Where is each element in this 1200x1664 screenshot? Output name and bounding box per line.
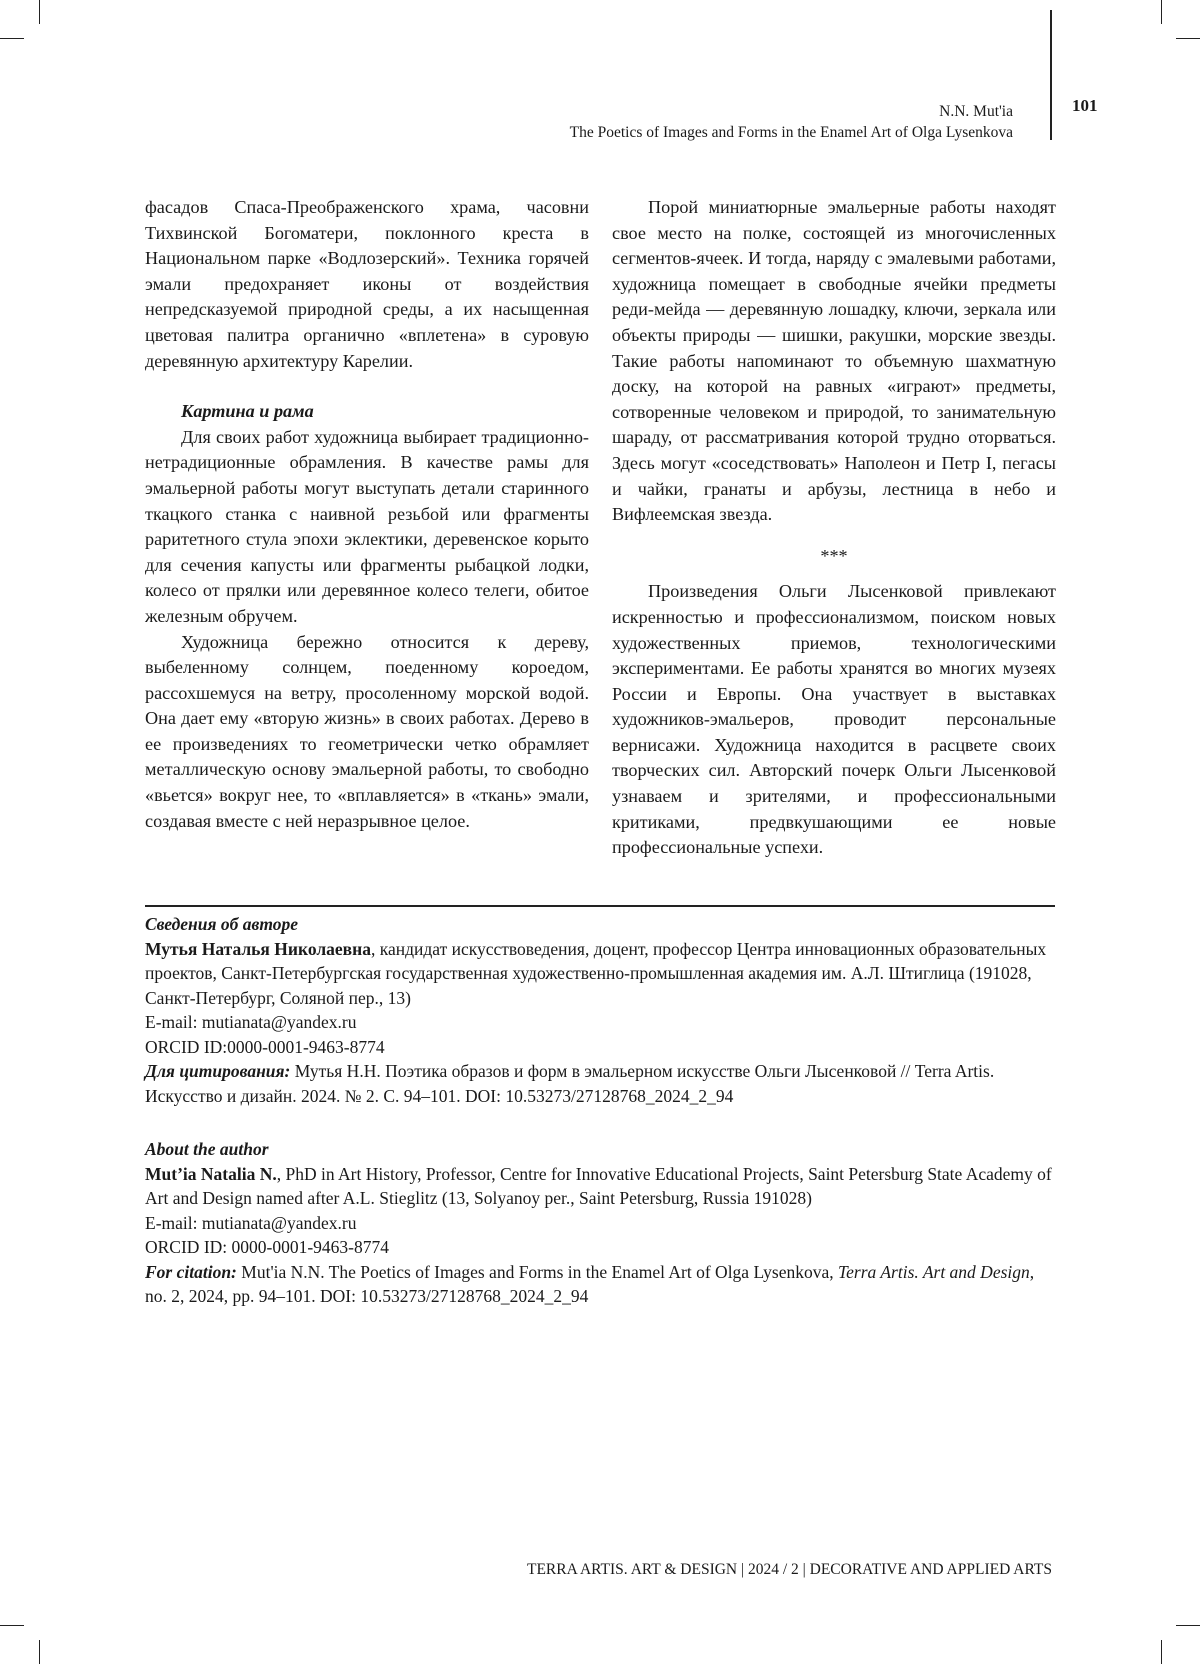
- author-affiliation: , PhD in Art History, Professor, Centre for Innovative Educational Projects, Saint Petersburg State Academy of Art and Design named after A.L. Stieglitz (13, Solyanoy per., Saint Petersburg, Russia 191028): [145, 1163, 1052, 1208]
- author-info-heading: Сведения об авторе: [145, 914, 298, 934]
- author-name: Мутья Наталья Николаевна: [145, 938, 371, 959]
- author-email: E-mail: mutianata@yandex.ru: [145, 1212, 357, 1233]
- author-bio: [145, 937, 1055, 1011]
- paragraph: Порой миниатюрные эмальерные работы находят свое место на полке, состоящей из многочисленных сегментов-ячеек. И тогда, наряду с эмалевыми работами, художница помещает в свободные ячейки предметы реди-мейда — деревянную лошадку, ключи, зеркала или объекты природы — шишки, ракушки, морские звезды. Такие работы напоминают то объемную шахматную доску, на которой на равных «играют» предметы, сотворенные человеком и природой, то занимательную шараду, от рассматривания которой трудно оторваться. Здесь могут «соседствовать» Наполеон и Петр I, пегасы и чайки, гранаты и арбузы, лестница в небо и Вифлеемская звезда.: [612, 197, 1056, 525]
- page-number: 101: [1072, 96, 1098, 115]
- paragraph: фасадов Спаса-Преображенского храма, часовни Тихвинской Богоматери, поклонного креста в Национальном парке «Водлозерский». Техника горячей эмали предохраняет иконы от воздействия непредсказуемой природной среды, а их насыщенная цветовая палитра органично «вплетена» в суровую деревянную архитектуру Карелии.: [145, 197, 589, 371]
- paragraph: Художница бережно относится к дереву, выбеленному солнцем, поеденному короедом, рассохшемуся на ветру, просоленному морской водой. Она дает ему «вторую жизнь» в своих работах. Дерево в ее произведениях то геометрически четко обрамляет металлическую основу эмальерной работы, то свободно «вьется» вокруг нее, то «вплавляется» в «ткань» эмали, создавая вместе с ней неразрывное целое.: [145, 631, 589, 831]
- citation-journal: Terra Artis. Art and Design: [838, 1261, 1030, 1282]
- header-rule: [1050, 10, 1052, 140]
- citation: [145, 1260, 1055, 1309]
- crop-mark: [39, 1640, 40, 1664]
- author-info-ru: [145, 912, 1055, 1108]
- crop-mark: [1161, 0, 1162, 24]
- crop-mark: [1176, 1625, 1200, 1626]
- author-info-en: [145, 1137, 1055, 1309]
- section-heading: Картина и рама: [181, 401, 314, 422]
- crop-mark: [1161, 1640, 1162, 1664]
- crop-mark: [0, 1625, 24, 1626]
- running-header-title: The Poetics of Images and Forms in the Enamel Art of Olga Lysenkova: [569, 124, 1013, 141]
- crop-mark: [0, 38, 24, 39]
- citation-label: Для цитирования:: [145, 1061, 291, 1081]
- citation-text: Мутья Н.Н. Поэтика образов и форм в эмальерном искусстве Ольги Лысенковой // Terra Artis. Искусство и дизайн. 2024. № 2. С. 94–101. DOI: 10.53273/27128768_2024_2_94: [145, 1061, 995, 1106]
- citation: [145, 1059, 1055, 1108]
- running-header-author: N.N. Mut'ia: [939, 103, 1013, 120]
- left-column: [145, 195, 589, 834]
- author-affiliation: , кандидат искусствоведения, доцент, профессор Центра инновационных образовательных проектов, Санкт-Петербургская государственная художественно-промышленная академия им. А.Л. Штиглица (191028, Санкт-Петербург, Соляной пер., 13): [145, 938, 1047, 1008]
- author-name: Mut’ia Natalia N.: [145, 1163, 277, 1184]
- paragraph: Произведения Ольги Лысенковой привлекают искренностью и профессионализмом, поиском новых художественных приемов, технологическими экспериментами. Ее работы хранятся во многих музеях России и Европы. Она участвует в выставках художников-эмальеров, проводит персональные вернисажи. Художница находится в расцвете своих творческих сил. Авторский почерк Ольги Лысенковой узнаваем и зрителями, и профессиональными критиками, предвкушающими ее новые профессиональные успехи.: [612, 581, 1056, 858]
- right-column: [612, 195, 1056, 861]
- author-orcid: ORCID ID:0000-0001-9463-8774: [145, 1036, 385, 1057]
- section-separator: ***: [820, 545, 848, 566]
- citation-label: For citation:: [145, 1261, 237, 1282]
- author-info-rule: [145, 905, 1055, 907]
- author-orcid: ORCID ID: 0000-0001-9463-8774: [145, 1237, 390, 1257]
- author-bio: [145, 1162, 1055, 1211]
- citation-details: , no. 2, 2024, pp. 94–101. DOI: 10.53273/27128768_2024_2_94: [145, 1261, 1035, 1306]
- running-footer: TERRA ARTIS. ART & DESIGN | 2024 / 2 | DECORATIVE AND APPLIED ARTS: [526, 1561, 1052, 1578]
- crop-mark: [1176, 38, 1200, 39]
- author-email: E-mail: mutianata@yandex.ru: [145, 1012, 357, 1032]
- paragraph: Для своих работ художница выбирает традиционно-нетрадиционные обрамления. В качестве рамы для эмальерной работы могут выступать детали старинного ткацкого станка с наивной резьбой или фрагменты раритетного стула эпохи эклектики, деревенское корыто для сечения капусты или фрагменты рыбацкой лодки, колесо от прялки или деревянное колесо телеги, обитое железным обручем.: [145, 426, 589, 626]
- crop-mark: [39, 0, 40, 24]
- citation-text: Mut'ia N.N. The Poetics of Images and Forms in the Enamel Art of Olga Lysenkova,: [236, 1261, 839, 1282]
- author-info-heading: About the author: [145, 1139, 269, 1159]
